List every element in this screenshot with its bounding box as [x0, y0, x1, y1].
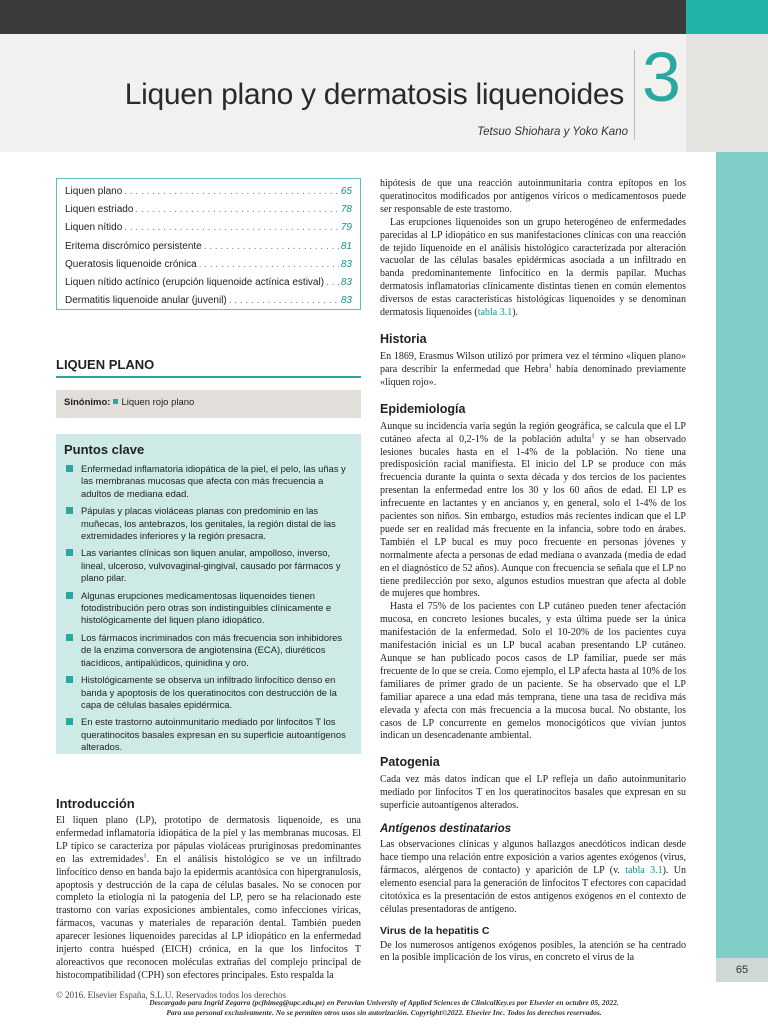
patogenia-heading: Patogenia	[380, 755, 440, 770]
toc-item[interactable]	[65, 274, 352, 292]
section-heading: LIQUEN PLANO	[56, 357, 361, 378]
paragraph-text: Las erupciones liquenoides son un grupo heterogéneo de enfermedades parecidas al LP idiopático en sus manifestaciones clínicas con una reacción de tejido liquenoide en el análisis histológico caracterizada por alteración vacuolar de las células basales epidérmicas asociada a un infiltrado en banda predominantemente linfocítico en la dermis papilar. Muchas dermatosis inflamatorias clínicamente distintas tienen en común elementos diversos de estas características histológicas liquenoides y se denominan dermatosis liquenoides (	[380, 216, 686, 319]
chapter-number: 3	[642, 38, 681, 116]
key-point-text: Algunas erupciones medicamentosas liquenoides tienen fotodistribución pero otras son indistinguibles clínicamente e histológicamente del liquen plano idiopático.	[81, 589, 332, 626]
paragraph-text: ). Un elemento esencial para la generación de linfocitos T efectores con capacidad citotóxica es la presentación de estos antígenos exógenos en el contexto de células presentadoras de antígeno.	[380, 864, 686, 915]
paragraph: Hasta el 75% de los pacientes con LP cutáneo pueden tener afectación mucosa, en concreto lesiones bucales, y esta última puede ser la única manifestación de la enfermedad. Solo el 10-20% de los pacientes cuya manifestación inicial es un LP bucal acaban presentando LP cutáneo. Aunque se han publicado pocos casos de LP familiar, puede ser más frecuente de lo que se creía. Como ejemplo, el LP afecta hasta al 10% de los familiares de primer grado de un paciente. Se ha observado que el LP familiar aparece a una edad más temprana, tiene una tasa de recidiva más elevada y afecta con más frecuencia a la mucosa bucal. No obstante, los casos de LP concurrente en gemelos monocigóticos que vivían juntos indican un desencadenante ambiental.	[380, 601, 686, 742]
key-point	[64, 632, 353, 669]
paragraph-text: Aunque su incidencia varía según la región geográfica, se calcula que el LP cutáneo afecta al 0,2-1% de la población adulta	[380, 420, 686, 445]
toc-page: 78	[340, 204, 352, 216]
toc-page: 83	[340, 277, 352, 289]
synonym-value: Liquen rojo plano	[121, 397, 195, 408]
reference-sup[interactable]: 1	[143, 852, 147, 860]
reference-sup[interactable]: 1	[591, 432, 595, 440]
toc-page: 79	[340, 222, 352, 234]
paragraph: De los numerosos antígenos exógenos posibles, la atención se ha centrado en la posible implicación de los virus, en concreto el virus de la	[380, 939, 686, 964]
top-accent-bar	[686, 0, 768, 34]
download-line: Descargado para Ingrid Zegarra (pcjhimeg@upc.edu.pe) en Peruvian University of Applied Sciences de ClinicalKey.es por Elsevier en octubre 05, 2022.	[149, 998, 619, 1007]
square-bullet-icon	[66, 507, 73, 514]
toc-page: 83	[340, 258, 352, 270]
key-point-text: En este trastorno autoinmunitario mediado por linfocitos T los queratinocitos basales expresan en su superficie autoantígenos alterados.	[81, 716, 346, 753]
paragraph	[380, 351, 686, 390]
square-bullet-icon	[66, 718, 73, 725]
virus-heading: Virus de la hepatitis C	[380, 924, 490, 937]
key-points-box	[56, 434, 361, 754]
top-bar	[0, 0, 768, 34]
square-bullet-icon	[66, 549, 73, 556]
paragraph-text: y se han observado lesiones bucales hasta en el 1-4% de la población. No tiene una predisposición racial manifiesta. El inicio del LP se produce con más frecuencia durante la quinta o sexta década y dos tercios de los pacientes presentan la enfermedad entre los 30 y los 60 años de edad. El LP es infrecuente en lactantes y en ancianos y, en general, solo el 1-4% de los pacientes son niños. Sin embargo, estudios más recientes indican que el LP puede ser en realidad más frecuente en la infancia, sobre todo en árabes. También el LP bucal es muy poco frecuente en personas jóvenes y normalmente afecta a personas de edad mediana o avanzada (media de edad en el diagnóstico de 52 años). Aunque con frecuencia se señala que el LP no tiene predilección por sexo, algunos estudios muestran que afecta al doble de mujeres que hombres.	[380, 433, 686, 600]
key-point-text: Los fármacos incriminados con más frecuencia son inhibidores de la enzima conversora de angiotensina (ECA), diuréticos tiacídicos, antipalúdicos, quinidina y oro.	[81, 631, 343, 668]
key-point-text: Las variantes clínicas son liquen anular, ampolloso, inverso, lineal, ulceroso, vulvovaginal-gingival, causado por fármacos y plano pilar.	[81, 547, 341, 584]
toc-label: Dermatitis liquenoide anular (juvenil)	[65, 295, 227, 307]
chapter-authors: Tetsuo Shiohara y Yoko Kano	[477, 126, 628, 138]
toc-item[interactable]	[65, 201, 352, 219]
square-bullet-icon	[66, 676, 73, 683]
paragraph	[380, 217, 686, 320]
paragraph	[380, 421, 686, 602]
square-bullet-icon	[66, 634, 73, 641]
key-point-text: Pápulas y placas violáceas planas con predominio en las muñecas, los antebrazos, los genitales, la región distal de las extremidades inferiores y la región presacra.	[81, 505, 336, 542]
toc-item[interactable]	[65, 238, 352, 256]
paragraph: hipótesis de que una reacción autoinmunitaria contra epítopos en los queratinocitos modificados por antígenos víricos o medicamentosos puede ser responsable de este trastorno.	[380, 178, 686, 215]
toc-label: Liquen nítido	[65, 222, 123, 234]
download-line: Para uso personal exclusivamente. No se permiten otros usos sin autorización. Copyright©2022. Elsevier Inc. Todos los derechos reservados.	[166, 1008, 602, 1017]
antigenos-heading: Antígenos destinatarios	[380, 823, 511, 836]
table-of-contents	[56, 178, 361, 310]
key-point	[64, 716, 353, 753]
square-bullet-icon	[66, 592, 73, 599]
paragraph	[380, 839, 686, 916]
paragraph-text: Las observaciones clínicas y algunos hallazgos anecdóticos indican desde hace tiempo una relación entre exposición a varios agentes exógenos (virus, fármacos, alérgenos de contacto) y aparición de LP (v.	[380, 839, 686, 876]
paragraph-text: ).	[512, 307, 519, 319]
toc-leader	[124, 183, 339, 201]
key-point	[64, 463, 353, 500]
toc-label: Liquen nítido actínico (erupción liquenoide actínica estival)	[65, 277, 325, 289]
paragraph-text: En 1869, Erasmus Wilson utilizó por primera vez el término «liquen plano» para describir la enfermedad que Hebra	[380, 350, 686, 375]
toc-item[interactable]	[65, 219, 352, 237]
right-column	[380, 178, 686, 965]
synonym-box	[56, 390, 361, 418]
intro-heading: Introducción	[56, 796, 135, 811]
toc-item[interactable]	[65, 183, 352, 201]
key-points-title: Puntos clave	[64, 442, 145, 457]
square-bullet-icon	[113, 399, 118, 404]
toc-leader	[135, 201, 338, 219]
toc-label: Eritema discrómico persistente	[65, 240, 202, 252]
toc-leader	[229, 292, 339, 310]
toc-page: 83	[340, 295, 352, 307]
paragraph: Cada vez más datos indican que el LP refleja un daño autoinmunitario mediado por linfocitos T en los queratinocitos basales que expresan en su superficie autoantígenos alterados.	[380, 774, 686, 812]
toc-leader	[204, 238, 339, 256]
key-point	[64, 547, 353, 584]
toc-page: 81	[340, 240, 352, 252]
toc-label: Liquen estriado	[65, 204, 134, 216]
toc-leader	[199, 256, 339, 274]
intro-paragraph	[56, 815, 361, 983]
historia-heading: Historia	[380, 331, 427, 346]
paragraph-text: había denominado previamente «liquen rojo».	[380, 363, 686, 388]
reference-sup[interactable]: 1	[548, 362, 552, 370]
toc-label: Queratosis liquenoide crónica	[65, 258, 197, 270]
page-number: 65	[716, 958, 768, 982]
toc-page: 65	[340, 186, 352, 197]
square-bullet-icon	[66, 465, 73, 472]
key-point	[64, 590, 353, 627]
toc-leader	[326, 274, 339, 292]
key-point-text: Histológicamente se observa un infiltrado linfocítico denso en banda y apoptosis de los queratinocitos con destrucción de la capa de células basales epidérmica.	[81, 674, 337, 710]
key-point-text: Enfermedad inflamatoria idiopática de la piel, el pelo, las uñas y las membranas mucosas que afecta con más frecuencia a adultos de mediana edad.	[81, 463, 346, 499]
chapter-title: Liquen plano y dermatosis liquenoides	[124, 78, 624, 111]
key-point	[64, 674, 353, 711]
copyright: © 2016. Elsevier España, S.L.U. Reservados todos los derechos	[56, 990, 287, 1000]
chapter-divider	[634, 50, 635, 140]
toc-leader	[124, 219, 339, 237]
epidemiologia-heading: Epidemiología	[380, 401, 466, 416]
toc-item[interactable]	[65, 256, 352, 274]
synonym-label: Sinónimo:	[64, 397, 111, 408]
key-point	[64, 505, 353, 542]
download-notice	[0, 998, 768, 1018]
intro-text: . En el análisis histológico se ve un infiltrado linfocítico denso en banda bajo la epidermis acantósica con hipergranulosis, apoptosis y destrucción de la capa de células basales. No se conocen por completo la etiología ni la patogenia del LP, pero se ha relacionado este trastorno con varias exposiciones ambientales, como infecciones víricas, fármacos, vacunas y materiales de reparación dental. También pueden aparecer lesiones liquenoides parecidas al LP idiopático en la enfermedad injerto contra huésped (EICH) crónica, en la que los linfocitos T aloreactivos que reconocen moléculas extrañas del complejo principal de histocompatibilidad (CPH) son efectores principales. Esto respalda la	[56, 853, 361, 981]
side-accent-bar	[716, 152, 768, 958]
intro-text: El liquen plano (LP), prototipo de dermatosis liquenoide, es una enfermedad inflamatoria idiopática de la piel y las membranas mucosas. El LP típico se caracteriza por pápulas violáceas pruriginosas predominantes en las extremidades	[56, 815, 361, 865]
toc-label: Liquen plano	[65, 186, 123, 197]
table-link[interactable]: tabla 3.1	[625, 864, 663, 876]
toc-item[interactable]	[65, 292, 352, 310]
table-link[interactable]: tabla 3.1	[477, 307, 513, 319]
